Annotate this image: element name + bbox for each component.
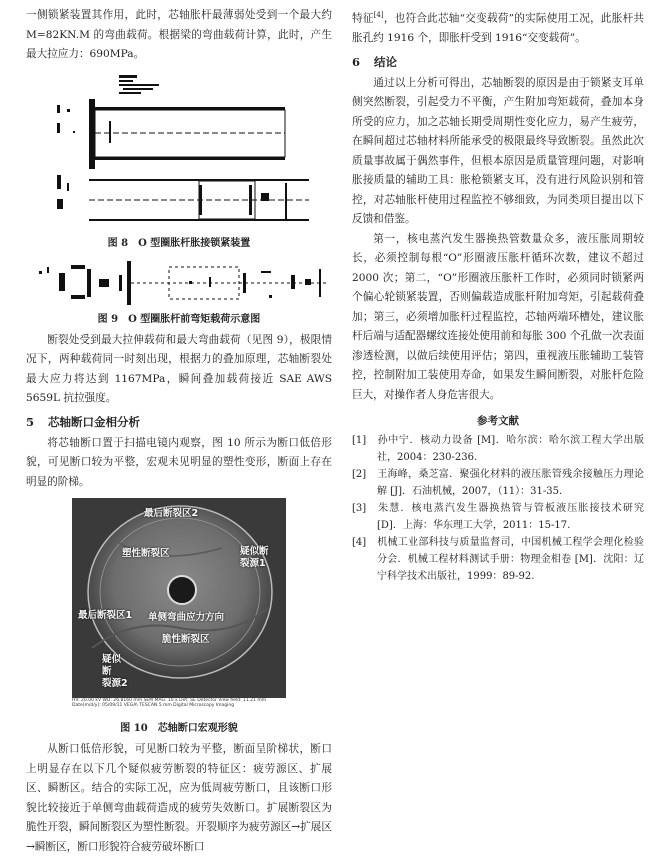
left-column bbox=[26, 6, 332, 857]
reference-text: 王海峰，桑芝富．聚强化材料的液压胀管残余接触压力理论解 [J]．石油机械，2007，（11）：31-35. bbox=[377, 469, 644, 498]
label-suspected-source-1 bbox=[240, 546, 269, 570]
figure-8-caption: 图 8 O 型圈胀杆胀接锁紧装置 bbox=[107, 237, 251, 249]
paragraph-right-top bbox=[352, 6, 644, 49]
citation-4: [4] bbox=[373, 11, 384, 19]
reference-index: [4] bbox=[352, 537, 367, 549]
paragraph-conclusion-1: 通过以上分析可得出，芯轴断裂的原因是由于锁紧支耳单侧突然断裂，引起受力不平衡，产生附加弯矩载荷，叠加本身所受的应力，加之芯轴长期受周期性变化应力，易产生疲劳，在瞬间超过芯轴材料所能承受的极限最终导致断裂。虽然此次质量事故属于偶然事件，但根本原因是质量管理问题，对影响胀接质量的辅助工具：胀枪锁紧支耳，没有进行风险识别和管控，对芯轴胀杆使用过程监控不够细致，为同类项目提出以下反馈和借鉴。 bbox=[352, 76, 644, 226]
sem-info-bar: HV: 20.00 kV WD: 26.8160 mm SEM MAG: 10 x Det: SE Detector View field: 11.21 mm Date(m/d/y): 05/09/11 VEGA\ TESCAN 5 mm Digital Microscopy Imaging bbox=[72, 698, 286, 718]
label-suspected-source-2 bbox=[102, 654, 128, 690]
section-5-number: 5 bbox=[26, 414, 35, 429]
figure-9-caption: 图 9 O 型圈胀杆前弯矩载荷示意图 bbox=[97, 313, 261, 325]
reference-text: 孙中宁．核动力设备 [M]．哈尔滨：哈尔滨工程大学出版社，2004：230-236. bbox=[377, 435, 644, 464]
figure-8 bbox=[49, 71, 309, 233]
reference-item bbox=[352, 500, 644, 534]
paragraph-right-top-text: 特征 bbox=[352, 12, 374, 25]
section-5-heading bbox=[26, 413, 332, 432]
label-final-fracture-2: 最后断裂区2 bbox=[144, 508, 199, 519]
label-suspected-source-1-line1: 疑似断 bbox=[240, 546, 269, 557]
label-suspected-source-2-line2: 断 bbox=[102, 666, 112, 677]
right-column bbox=[352, 6, 644, 585]
label-suspected-source-2-line3: 裂源2 bbox=[102, 678, 128, 689]
reference-item bbox=[352, 534, 644, 585]
reference-index: [1] bbox=[352, 435, 367, 447]
paragraph-conclusion-2: 第一，核电蒸汽发生器换热管数量众多，液压胀周期较长，必须控制每根“O”形圈液压胀杆循环次数，建议不超过 2000 次；第二，“O”形圈液压胀杆工作时，必须同时锁紧两个偏心轮锁紧装置，否则偏载造成胀杆附加弯矩，引起载荷叠加；第三，必须增加胀杆过程监控，芯轴两端环槽处，建议胀杆后端与适配器螺纹连接处使用前和每胀 300 个孔做一次表面渗透检测，以做后续使用评估；第四，重视液压胀辅助工装管控，控制附加工装使用寿命，如果发生瞬间断裂，对胀杆危险巨大，对操作者人身危害很大。 bbox=[352, 232, 644, 401]
figure-9 bbox=[29, 257, 329, 309]
paragraph-fig10: 从断口低倍形貌，可见断口较为平整，断面呈阶梯状，断口上明显存在以下几个疑似疲劳断裂的特征区：疲劳源区、扩展区、瞬断区。结合的实际工况，应为低周疲劳断口，且该断口形貌比较接近于单侧弯曲载荷造成的疲劳失效断口。扩展断裂区为脆性开裂，瞬间断裂区为塑性断裂。开裂顺序为疲劳源区→扩展区→瞬断区，断口形貌符合疲劳破坏断口 bbox=[26, 743, 332, 853]
references-list bbox=[352, 432, 644, 585]
figure-8-drawing bbox=[49, 71, 309, 233]
paragraph-sec5: 将芯轴断口置于扫描电镜内观察，图 10 所示为断口低倍形貌，可见断口较为平整，宏观未见明显的塑性变形，断面上存在明显的阶梯。 bbox=[26, 436, 332, 488]
label-final-fracture-1: 最后断裂区1 bbox=[78, 610, 133, 621]
reference-item bbox=[352, 432, 644, 466]
label-bending-direction: 单侧弯曲应力方向 bbox=[148, 612, 225, 623]
reference-index: [3] bbox=[352, 503, 367, 515]
reference-text: 机械工业部科技与质量监督司，中国机械工程学会理化检验分会．机械工程材料测试手册：物理金相卷 [M]．沈阳：辽宁科学技术出版社，1999：89-92. bbox=[377, 537, 644, 583]
label-brittle-fracture: 脆性断裂区 bbox=[162, 634, 210, 645]
label-plastic-fracture: 塑性断裂区 bbox=[122, 548, 170, 559]
paragraph-fig9: 断裂处受到最大拉伸载荷和最大弯曲载荷（见图 9），极限情况下，两种载荷同一时刻出现，根据力的叠加原理，芯轴断裂处最大应力将达到 1167MPa，瞬间叠加载荷接近 SAE AWS 5659L 抗拉强度。 bbox=[26, 333, 332, 404]
label-suspected-source-2-line1: 疑似 bbox=[102, 654, 122, 665]
figure-10-photo bbox=[72, 498, 286, 718]
reference-item bbox=[352, 466, 644, 500]
section-5-title: 芯轴断口金相分析 bbox=[48, 414, 140, 429]
reference-text: 朱慧．核电蒸汽发生器换热管与管板液压胀接技术研究 [D]．上海：华东理工大学，2011：15-17. bbox=[377, 503, 644, 532]
reference-index: [2] bbox=[352, 469, 367, 481]
section-6-heading bbox=[352, 53, 644, 72]
label-suspected-source-1-line2: 裂源1 bbox=[240, 558, 266, 569]
section-6-title: 结论 bbox=[374, 54, 397, 69]
section-6-number: 6 bbox=[352, 54, 361, 69]
paragraph-top: 一侧锁紧装置其作用，此时，芯轴胀杆最薄弱处受到一个最大约 M=82KN.M 的弯曲载荷。根据梁的弯曲载荷计算，此时，产生最大拉应力：690MPa。 bbox=[26, 9, 332, 60]
figure-9-drawing bbox=[29, 257, 329, 309]
paragraph-right-top-rest: ，也符合此芯轴“交变载荷”的实际使用工况，此胀杆共胀孔约 1916 个，即胀杆受到 1916“交变载荷”。 bbox=[352, 12, 644, 45]
figure-10-caption: 图 10 芯轴断口宏观形貌 bbox=[120, 723, 238, 734]
references-title: 参考文献 bbox=[477, 415, 519, 428]
